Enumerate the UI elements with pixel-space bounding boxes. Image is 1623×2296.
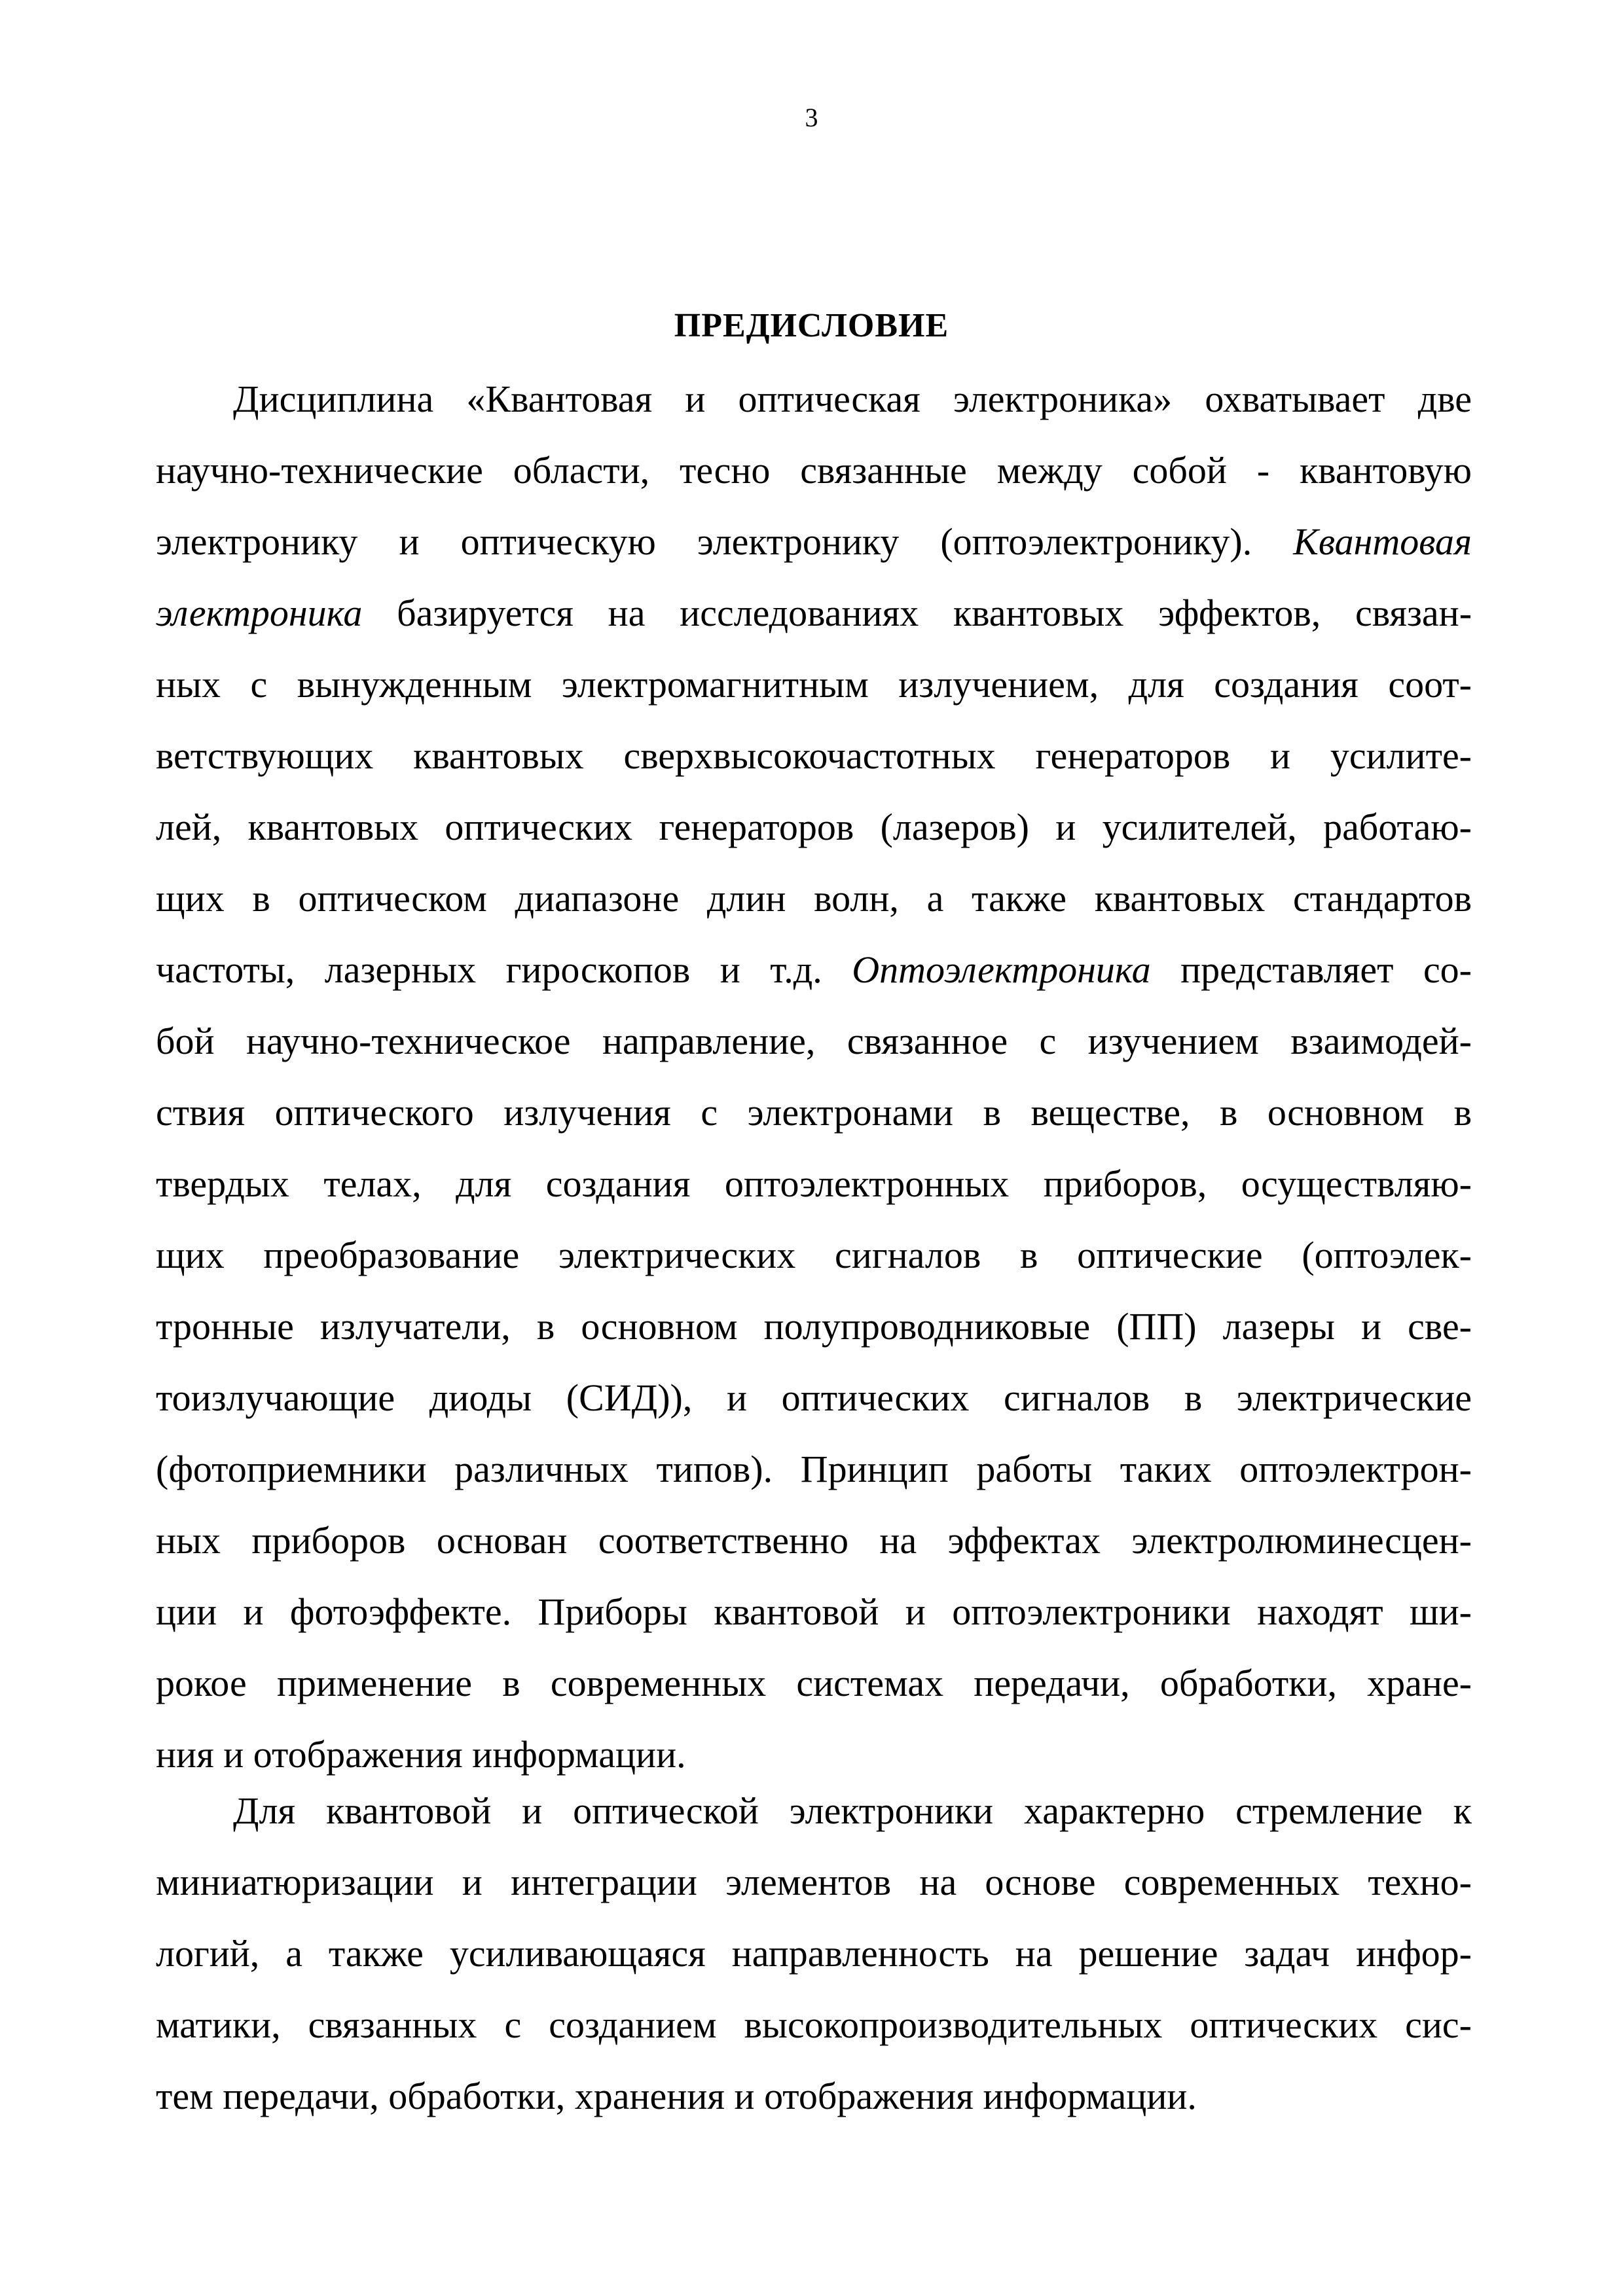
text-line: ции и фотоэффекте. Приборы квантовой и оптоэлектроники находят ши- <box>156 1590 1472 1633</box>
text-line: ных с вынужденным электромагнитным излучением, для создания соот- <box>156 663 1472 706</box>
text-line: ветствующих квантовых сверхвысокочастотных генераторов и усилите- <box>156 734 1472 777</box>
text-line: щих преобразование электрических сигналов в оптические (оптоэлек- <box>156 1234 1472 1276</box>
text-line: бой научно-техническое направление, связанное с изучением взаимодей- <box>156 1020 1472 1062</box>
italic-term-optoelectronics: Оптоэлектроника <box>852 948 1151 991</box>
paragraph-1 <box>156 363 1472 1790</box>
text-line: тоизлучающие диоды (СИД)), и оптических сигналов в электрические <box>156 1376 1472 1419</box>
text-line: щих в оптическом диапазоне длин волн, а также квантовых стандартов <box>156 877 1472 920</box>
text-line: рокое применение в современных системах передачи, обработки, хране- <box>156 1662 1472 1704</box>
text-fragment: базируется на исследованиях квантовых эффектов, связан- <box>397 592 1472 634</box>
page-number: 3 <box>805 103 818 132</box>
text-line: (фотоприемники различных типов). Принцип работы таких оптоэлектрон- <box>156 1448 1472 1490</box>
text-fragment: представляет со- <box>1180 948 1472 991</box>
text-fragment: частоты, лазерных гироскопов и т.д. <box>156 948 822 991</box>
text-line: Дисциплина «Квантовая и оптическая электроника» охватывает две <box>233 378 1472 420</box>
italic-term-electronics: электроника <box>156 592 363 634</box>
text-line: лей, квантовых оптических генераторов (лазеров) и усилителей, работаю- <box>156 806 1472 848</box>
text-line <box>156 577 1472 649</box>
text-line: тронные излучатели, в основном полупроводниковые (ПП) лазеры и све- <box>156 1305 1472 1348</box>
page-title: ПРЕДИСЛОВИЕ <box>674 307 949 344</box>
italic-term-quantum: Квантовая <box>1293 520 1472 563</box>
text-line: ния и отображения информации. <box>156 1733 686 1776</box>
text-line: ствия оптического излучения с электронами в веществе, в основном в <box>156 1091 1472 1134</box>
text-line: тем передачи, обработки, хранения и отображения информации. <box>156 2075 1197 2117</box>
paragraph-2 <box>156 1775 1472 2132</box>
text-line: логий, а также усиливающаяся направленность на решение задач инфор- <box>156 1932 1472 1975</box>
text-line: матики, связанных с созданием высокопроизводительных оптических сис- <box>156 2003 1472 2046</box>
text-fragment: электронику и оптическую электронику (оптоэлектронику). <box>156 520 1252 563</box>
text-line: миниатюризации и интеграции элементов на основе современных техно- <box>156 1861 1472 1903</box>
text-line: твердых телах, для создания оптоэлектронных приборов, осуществляю- <box>156 1162 1472 1205</box>
text-line: Для квантовой и оптической электроники характерно стремление к <box>233 1789 1472 1832</box>
text-line: ных приборов основан соответственно на эффектах электролюминесцен- <box>156 1519 1472 1562</box>
text-line: научно-технические области, тесно связанные между собой - квантовую <box>156 449 1472 492</box>
text-line <box>156 934 1472 1005</box>
text-line <box>156 506 1472 577</box>
